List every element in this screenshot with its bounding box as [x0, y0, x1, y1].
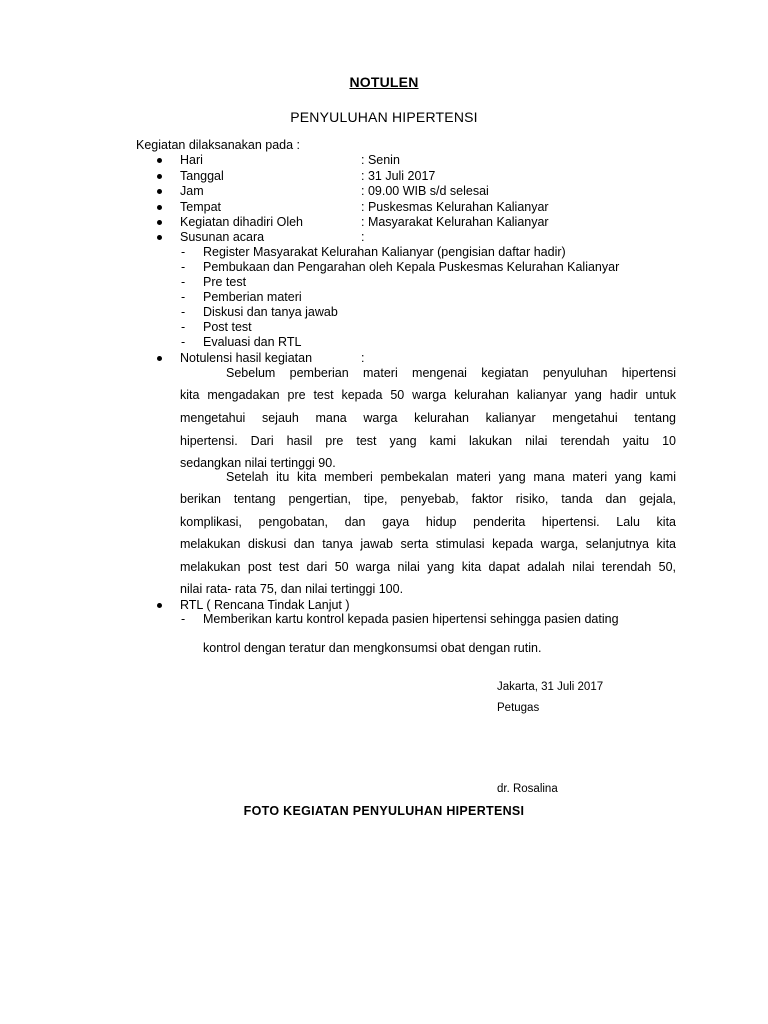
paragraph-2-line: komplikasi, pengobatan, dan gaya hidup penderita hipertensi. Lalu kita	[180, 515, 676, 529]
paragraph-2-line: melakukan post test dari 50 warga nilai yang kita dapat adalah nilai terendah 50,	[180, 560, 676, 574]
bullet-icon	[157, 356, 162, 361]
detail-label: Jam	[180, 184, 204, 198]
signature-place-date: Jakarta, 31 Juli 2017	[497, 681, 604, 693]
signature-name: dr. Rosalina	[497, 783, 558, 795]
detail-label: Tanggal	[180, 169, 224, 183]
dash-marker: -	[181, 320, 186, 334]
document-subtitle: PENYULUHAN HIPERTENSI	[290, 109, 478, 125]
detail-label: Kegiatan dihadiri Oleh	[180, 215, 303, 229]
paragraph-2-line: Setelah itu kita memberi pembekalan materi yang mana materi yang kami	[226, 470, 676, 484]
rtl-text: kontrol dengan teratur dan mengkonsumsi obat dengan rutin.	[203, 641, 542, 655]
bullet-icon	[157, 603, 162, 608]
detail-row-dihadiri	[0, 215, 768, 230]
paragraph-1-line: mengetahui sejauh mana warga kelurahan kalianyar mengetahui tentang	[180, 411, 676, 425]
detail-value: : Masyarakat Kelurahan Kalianyar	[361, 215, 549, 229]
paragraph-2-line: melakukan diskusi dan tanya jawab serta stimulasi kepada warga, selanjutnya kita	[180, 537, 676, 551]
agenda-item	[0, 305, 768, 320]
rtl-item-continued	[0, 641, 768, 656]
agenda-text: Register Masyarakat Kelurahan Kalianyar (pengisian daftar hadir)	[203, 245, 566, 259]
dash-marker: -	[181, 612, 186, 626]
paragraph-1-line: kita mengadakan pre test kepada 50 warga kelurahan kalianyar yang hadir untuk	[180, 388, 676, 402]
detail-row-jam	[0, 184, 768, 199]
agenda-text: Pembukaan dan Pengarahan oleh Kepala Puskesmas Kelurahan Kalianyar	[203, 260, 620, 274]
paragraph-2-line: berikan tentang pengertian, tipe, penyebab, faktor risiko, tanda dan gejala,	[180, 492, 676, 506]
detail-value: : 31 Juli 2017	[361, 169, 436, 183]
rtl-label: RTL ( Rencana Tindak Lanjut )	[180, 598, 350, 612]
detail-value: : Puskesmas Kelurahan Kalianyar	[361, 200, 549, 214]
dash-marker: -	[181, 335, 186, 349]
agenda-item	[0, 335, 768, 350]
document-title: NOTULEN	[349, 74, 419, 90]
agenda-item	[0, 320, 768, 335]
bullet-icon	[157, 235, 162, 240]
agenda-text: Pre test	[203, 275, 247, 289]
detail-row-hari	[0, 153, 768, 168]
detail-value: : 09.00 WIB s/d selesai	[361, 184, 489, 198]
signature-role: Petugas	[497, 702, 540, 714]
paragraph-1-line: Sebelum pemberian materi mengenai kegiatan penyuluhan hipertensi	[226, 366, 676, 380]
photo-section-title: FOTO KEGIATAN PENYULUHAN HIPERTENSI	[243, 804, 525, 818]
rtl-item	[0, 612, 768, 627]
bullet-icon	[157, 158, 162, 163]
dash-marker: -	[181, 245, 186, 259]
dash-marker: -	[181, 290, 186, 304]
dash-marker: -	[181, 305, 186, 319]
agenda-text: Pemberian materi	[203, 290, 302, 304]
dash-marker: -	[181, 275, 186, 289]
paragraph-1-line: sedangkan nilai tertinggi 90.	[180, 456, 336, 470]
detail-row-tanggal	[0, 169, 768, 184]
detail-label: Tempat	[180, 200, 221, 214]
bullet-icon	[157, 220, 162, 225]
detail-label: Hari	[180, 153, 203, 167]
dash-marker: -	[181, 260, 186, 274]
notulensi-label: Notulensi hasil kegiatan	[180, 351, 313, 365]
notulensi-colon: :	[361, 351, 365, 365]
detail-value: : Senin	[361, 153, 400, 167]
agenda-text: Diskusi dan tanya jawab	[203, 305, 338, 319]
agenda-item	[0, 290, 768, 305]
paragraph-1-line: hipertensi. Dari hasil pre test yang kami lakukan nilai terendah yaitu 10	[180, 434, 676, 448]
intro-text: Kegiatan dilaksanakan pada :	[136, 138, 301, 152]
agenda-text: Evaluasi dan RTL	[203, 335, 302, 349]
agenda-item	[0, 260, 768, 275]
detail-label: Susunan acara	[180, 230, 265, 244]
bullet-icon	[157, 174, 162, 179]
bullet-icon	[157, 205, 162, 210]
detail-value: :	[361, 230, 365, 244]
agenda-text: Post test	[203, 320, 252, 334]
detail-row-susunan	[0, 230, 768, 245]
agenda-item	[0, 275, 768, 290]
rtl-heading	[0, 598, 768, 613]
notulensi-heading	[0, 351, 768, 366]
paragraph-2-line: nilai rata- rata 75, dan nilai tertinggi 100.	[180, 582, 404, 596]
agenda-item	[0, 245, 768, 260]
detail-row-tempat	[0, 200, 768, 215]
bullet-icon	[157, 189, 162, 194]
rtl-text: Memberikan kartu kontrol kepada pasien hipertensi sehingga pasien dating	[203, 612, 619, 626]
